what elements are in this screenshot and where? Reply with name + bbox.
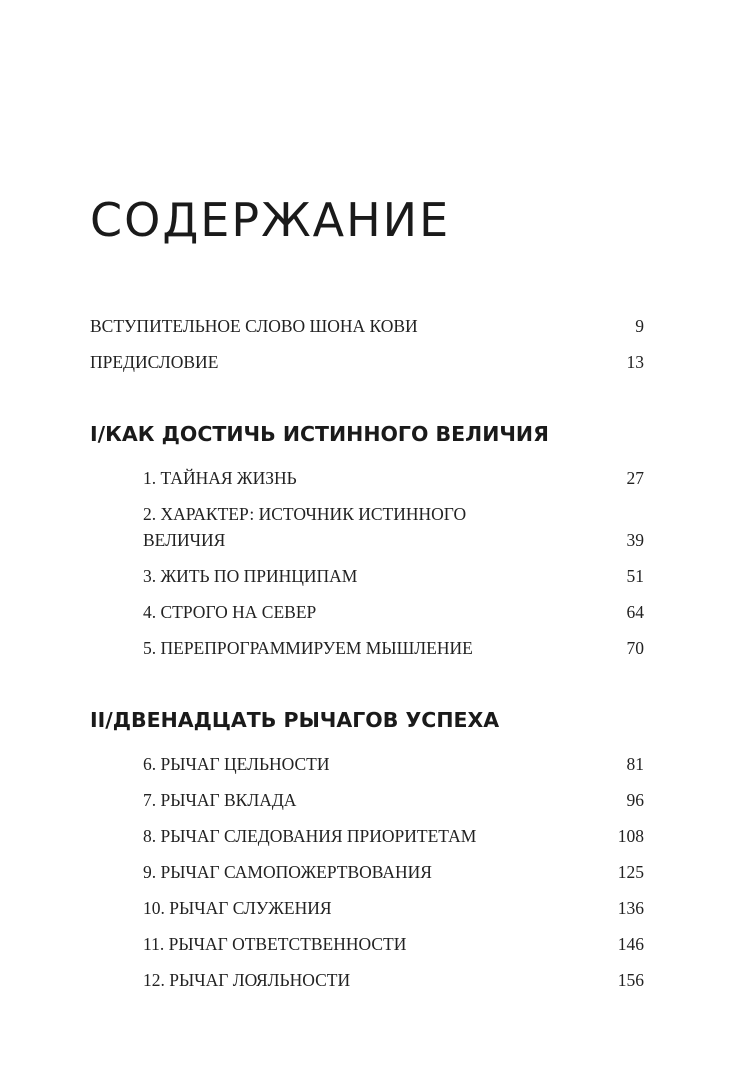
toc-entry-label: 5. ПЕРЕПРОГРАММИРУЕМ МЫШЛЕНИЕ (143, 638, 473, 658)
part-heading-2[interactable]: II/ДВЕНАДЦАТЬ РЫЧАГОВ УСПЕХА (90, 708, 500, 732)
toc-entry-page: 9 (635, 316, 644, 336)
toc-entry-chapter-5[interactable] (143, 635, 644, 661)
toc-entry-label: ПРЕДИСЛОВИЕ (90, 352, 219, 372)
toc-entry-chapter-6[interactable] (143, 751, 644, 777)
toc-entry-chapter-3[interactable] (143, 563, 644, 589)
toc-entry-chapter-11[interactable] (143, 931, 644, 957)
toc-entry-page: 27 (626, 468, 644, 488)
toc-entry-label: 7. РЫЧАГ ВКЛАДА (143, 790, 297, 810)
toc-entry-page: 13 (626, 352, 644, 372)
toc-entry-page: 51 (626, 566, 644, 586)
toc-entry-label: 10. РЫЧАГ СЛУЖЕНИЯ (143, 898, 332, 918)
toc-entry-page: 108 (617, 826, 644, 846)
toc-entry-label: 1. ТАЙНАЯ ЖИЗНЬ (143, 468, 297, 488)
toc-entry-preface[interactable] (90, 349, 644, 375)
toc-entry-label: 8. РЫЧАГ СЛЕДОВАНИЯ ПРИОРИТЕТАМ (143, 826, 477, 846)
toc-entry-page: 156 (617, 970, 644, 990)
toc-entry-page: 136 (617, 898, 644, 918)
toc-entry-label: 4. СТРОГО НА СЕВЕР (143, 602, 317, 622)
toc-entry-chapter-4[interactable] (143, 599, 644, 625)
toc-entry-page: 81 (626, 754, 644, 774)
toc-entry-label: 11. РЫЧАГ ОТВЕТСТВЕННОСТИ (143, 934, 407, 954)
toc-entry-chapter-7[interactable] (143, 787, 644, 813)
toc-entry-chapter-1[interactable] (143, 465, 644, 491)
page-title: СОДЕРЖАНИЕ (90, 193, 451, 247)
toc-entry-label: 6. РЫЧАГ ЦЕЛЬНОСТИ (143, 754, 330, 774)
toc-entry-label: ВСТУПИТЕЛЬНОЕ СЛОВО ШОНА КОВИ (90, 316, 418, 336)
toc-entry-label: 3. ЖИТЬ ПО ПРИНЦИПАМ (143, 566, 358, 586)
toc-entry-foreword[interactable] (90, 313, 644, 339)
toc-entry-page: 64 (626, 602, 644, 622)
toc-entry-chapter-9[interactable] (143, 859, 644, 885)
toc-entry-page: 70 (626, 638, 644, 658)
toc-entry-chapter-10[interactable] (143, 895, 644, 921)
toc-entry-chapter-12[interactable] (143, 967, 644, 993)
toc-entry-page: 146 (617, 934, 644, 954)
toc-entry-page: 125 (617, 862, 644, 882)
toc-entry-page: 39 (626, 530, 644, 550)
toc-entry-chapter-8[interactable] (143, 823, 644, 849)
toc-entry-chapter-2[interactable] (143, 501, 644, 553)
part-heading-1[interactable]: I/КАК ДОСТИЧЬ ИСТИННОГО ВЕЛИЧИЯ (90, 422, 549, 446)
toc-entry-label: 12. РЫЧАГ ЛОЯЛЬНОСТИ (143, 970, 351, 990)
toc-entry-label: 9. РЫЧАГ САМОПОЖЕРТВОВАНИЯ (143, 862, 432, 882)
toc-entry-page: 96 (626, 790, 644, 810)
toc-entry-label: 2. ХАРАКТЕР: ИСТОЧНИК ИСТИННОГО ВЕЛИЧИЯ (143, 504, 467, 550)
